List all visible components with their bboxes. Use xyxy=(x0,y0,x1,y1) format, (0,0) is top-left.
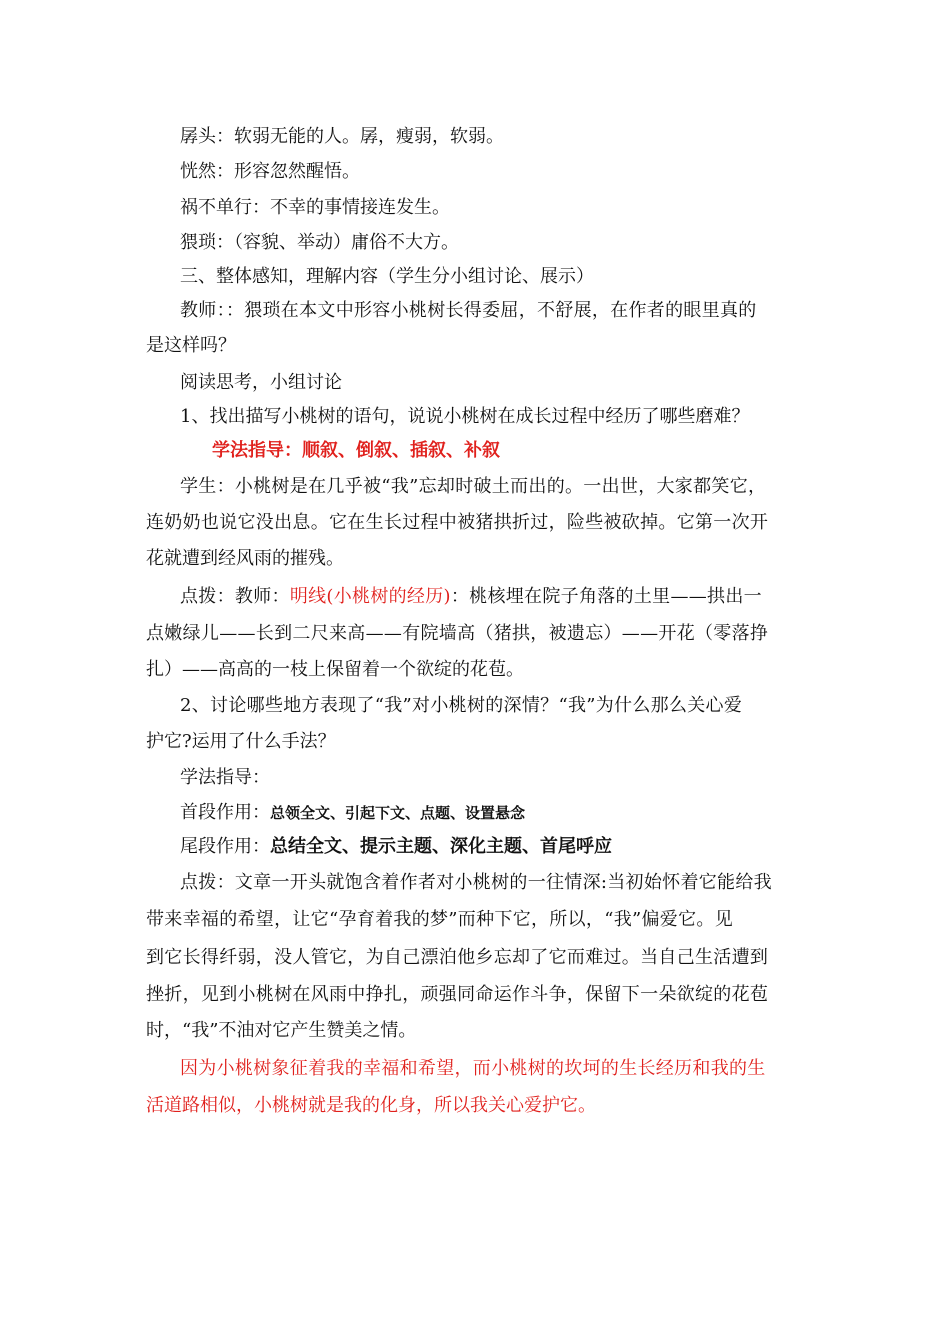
teacher-question-line-1: 教师：：猥琐在本文中形容小桃树长得委屈，不舒展，在作者的眼里真的 xyxy=(180,300,757,321)
guidance-prefix: 点拨：教师： xyxy=(180,586,290,607)
guidance-text: ：桃核埋在院子角落的土里——拱出一 xyxy=(450,586,762,607)
analysis-line-3: 到它长得纤弱，没人管它，为自己漂泊他乡忘却了它而难过。当自己生活遭到 xyxy=(146,947,769,968)
question-2-line-2: 护它?运用了什么手法？ xyxy=(146,731,336,752)
study-method-label: 学法指导： xyxy=(180,767,270,788)
question-2-line-1: 2、讨论哪些地方表现了“我”对小桃树的深情？“我”为什么那么关心爱 xyxy=(180,695,743,716)
first-paragraph-role xyxy=(180,800,525,826)
reading-discussion: 阅读思考，小组讨论 xyxy=(180,372,342,393)
vocab-huobudanxing: 祸不单行：不幸的事情接连发生。 xyxy=(180,197,450,218)
guidance-line-2: 点嫩绿儿——长到二尺来高——有院墙高（猪拱，被遗忘）——开花（零落挣 xyxy=(146,623,769,644)
first-paragraph-label: 首段作用： xyxy=(180,802,270,823)
vocab-huangran: 恍然：形容忽然醒悟。 xyxy=(180,161,360,182)
analysis-line-4: 挫折，见到小桃树在风雨中挣扎，顽强同命运作斗争，保留下一朵欲绽的花苞 xyxy=(146,984,769,1005)
last-paragraph-role xyxy=(180,834,612,860)
clue-highlight: 明线(小桃树的经历) xyxy=(289,586,451,607)
student-answer-line-1: 学生：小桃树是在几乎被“我”忘却时破土而出的。一出世，大家都笑它， xyxy=(180,476,767,497)
analysis-line-5: 时，“我”不油对它产生赞美之情。 xyxy=(146,1020,417,1041)
section-heading-3: 三、整体感知，理解内容（学生分小组讨论、展示） xyxy=(180,266,594,287)
conclusion-line-1: 因为小桃树象征着我的幸福和希望，而小桃树的坎坷的生长经历和我的生 xyxy=(180,1058,766,1079)
analysis-line-1: 点拨：文章一开头就饱含着作者对小桃树的一往情深:当初始怀着它能给我 xyxy=(180,872,772,893)
first-paragraph-functions: 总领全文、引起下文、点题、设置悬念 xyxy=(270,804,526,822)
last-paragraph-functions: 总结全文、提示主题、深化主题、首尾呼应 xyxy=(270,836,612,857)
vocab-weisuo: 猥琐：（容貌、举动）庸俗不大方。 xyxy=(180,232,459,253)
last-paragraph-label: 尾段作用： xyxy=(180,836,270,857)
guidance-line-1 xyxy=(180,584,762,610)
student-answer-line-3: 花就遭到经风雨的摧残。 xyxy=(146,548,344,569)
analysis-line-2: 带来幸福的希望，让它“孕育着我的梦”而种下它，所以，“我”偏爱它。见 xyxy=(146,909,734,930)
student-answer-line-2: 连奶奶也说它没出息。它在生长过程中被猪拱折过，险些被砍掉。它第一次开 xyxy=(146,512,769,533)
teacher-question-line-2: 是这样吗？ xyxy=(146,335,236,356)
conclusion-line-2: 活道路相似，小桃树就是我的化身，所以我关心爱护它。 xyxy=(146,1095,596,1116)
vocab-chantou: 孱头：软弱无能的人。孱，瘦弱，软弱。 xyxy=(180,126,504,147)
study-method-tip-1: 学法指导：顺叙、倒叙、插叙、补叙 xyxy=(212,440,500,461)
guidance-line-3: 扎）——高高的一枝上保留着一个欲绽的花苞。 xyxy=(146,659,524,680)
question-1: 1、找出描写小桃树的语句，说说小桃树在成长过程中经历了哪些磨难？ xyxy=(180,406,750,427)
